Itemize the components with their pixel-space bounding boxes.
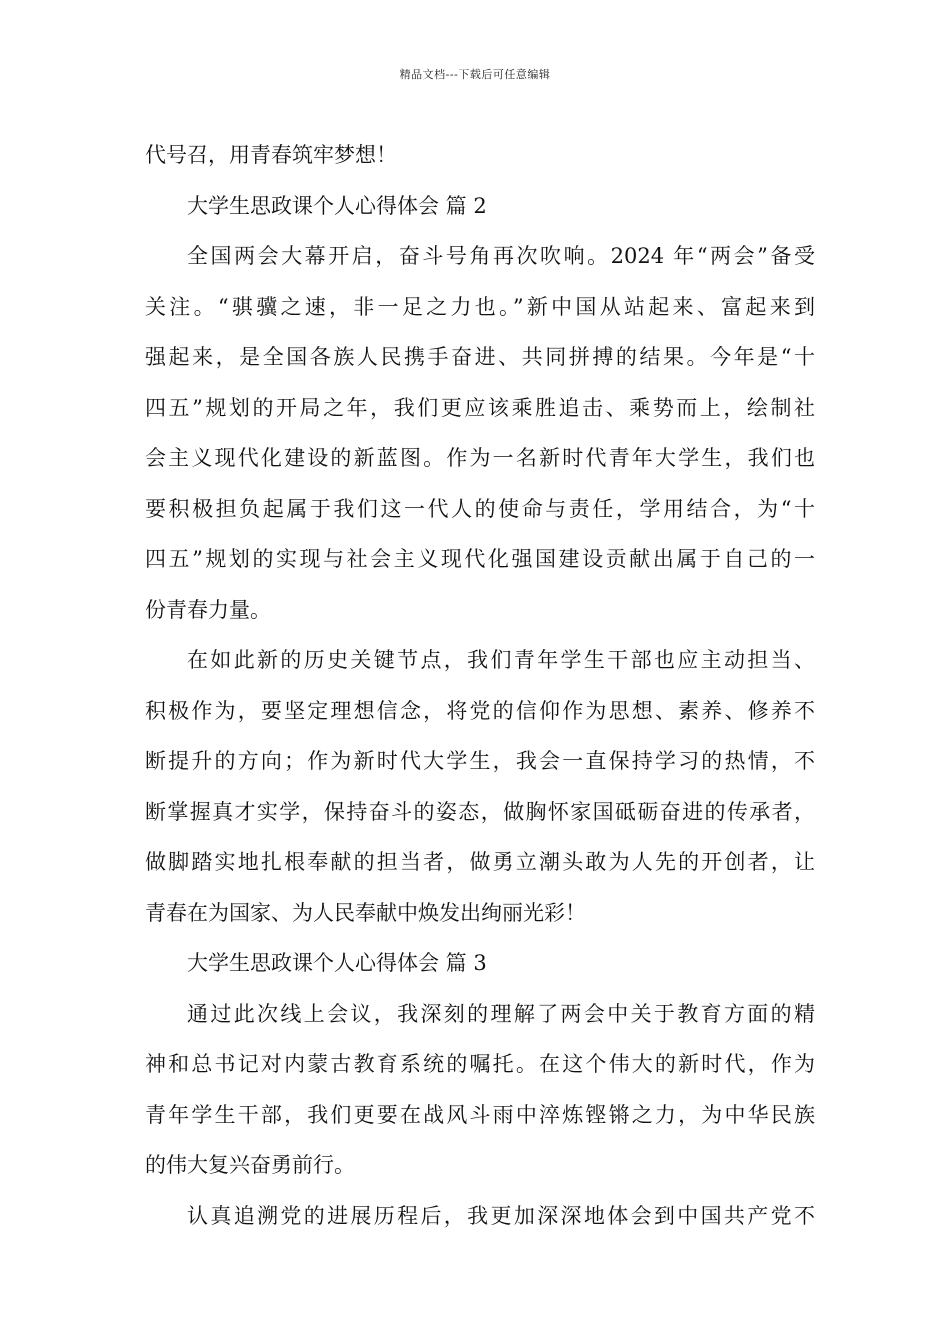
text-line: 积极作为，要坚定理想信念，将党的信仰作为思想、素养、修养不 — [145, 698, 815, 723]
section-heading: 大学生思政课个人心得体会 篇 2 — [187, 193, 487, 218]
text-line: 关注。“骐骥之速，非一足之力也。”新中国从站起来、富起来到 — [145, 294, 815, 319]
text-line: 强起来，是全国各族人民携手奋进、共同拼搏的结果。今年是“十 — [145, 345, 815, 369]
text-line: 青春在为国家、为人民奉献中焕发出绚丽光彩！ — [145, 900, 586, 925]
text-line: 通过此次线上会议，我深刻的理解了两会中关于教育方面的精 — [187, 1001, 815, 1026]
text-line: 全国两会大幕开启，奋斗号角再次吹响。2024 年“两会”备受 — [187, 244, 815, 268]
text-line: 代号召，用青春筑牢梦想！ — [145, 143, 397, 167]
text-line: 份青春力量。 — [145, 597, 271, 622]
text-line: 断提升的方向；作为新时代大学生，我会一直保持学习的热情，不 — [145, 749, 815, 773]
text-line: 要积极担负起属于我们这一代人的使命与责任，学用结合，为“十 — [145, 496, 815, 521]
text-line: 青年学生干部，我们更要在战风斗雨中淬炼铿锵之力，为中华民族 — [145, 1102, 815, 1127]
text-line: 四五”规划的实现与社会主义现代化强国建设贡献出属于自己的一 — [145, 547, 815, 571]
text-line: 断掌握真才实学，保持奋斗的姿态，做胸怀家国砥砺奋进的传承者， — [145, 799, 815, 824]
page-header: 精品文档---下载后可任意编辑 — [399, 68, 551, 81]
document-body — [145, 130, 815, 1241]
text-line: 认真追溯党的进展历程后，我更加深深地体会到中国共产党不 — [187, 1203, 815, 1228]
text-line: 会主义现代化建设的新蓝图。作为一名新时代青年大学生，我们也 — [145, 446, 815, 470]
text-line: 的伟大复兴奋勇前行。 — [145, 1153, 355, 1177]
text-line: 在如此新的历史关键节点，我们青年学生干部也应主动担当、 — [187, 648, 815, 672]
text-line: 四五”规划的开局之年，我们更应该乘胜追击、乘势而上，绘制社 — [145, 395, 815, 420]
text-line: 神和总书记对内蒙古教育系统的嘱托。在这个伟大的新时代，作为 — [145, 1052, 815, 1076]
text-line: 做脚踏实地扎根奉献的担当者，做勇立潮头敢为人先的开创者，让 — [145, 850, 815, 874]
section-heading: 大学生思政课个人心得体会 篇 3 — [187, 951, 487, 975]
